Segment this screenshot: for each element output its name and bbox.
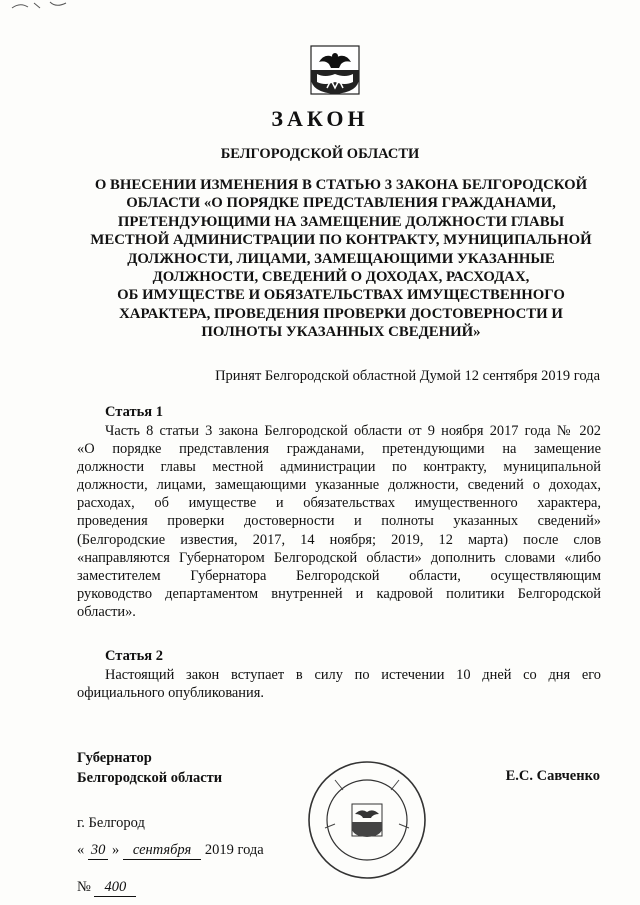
article-2-heading: Статья 2	[105, 648, 163, 664]
signing-date	[77, 842, 264, 860]
coat-of-arms-icon	[305, 44, 365, 96]
document-title: ЗАКОН	[271, 106, 369, 131]
text-line: «направляются Губернатором Белгородской области» дополнить словами «либо	[77, 549, 601, 566]
law-title-line: ПРЕТЕНДУЮЩИМИ НА ЗАМЕЩЕНИЕ ДОЛЖНОСТИ ГЛАВЫ	[117, 213, 565, 230]
signatory-position-line: Белгородской области	[77, 770, 223, 786]
law-number	[77, 879, 136, 897]
place-of-signing: г. Белгород	[77, 815, 145, 831]
text-line: области».	[77, 603, 136, 620]
signatory-position-line: Губернатор	[77, 750, 152, 766]
quote-open: «	[77, 842, 85, 858]
law-number-value: 400	[94, 879, 136, 897]
law-title-line: ДОЛЖНОСТИ, СВЕДЕНИЙ О ДОХОДАХ, РАСХОДАХ,	[152, 269, 530, 286]
article-1-text	[77, 422, 601, 621]
quote-close: »	[112, 842, 120, 858]
date-year: 2019 года	[204, 842, 264, 858]
text-line: официального опубликования.	[77, 685, 264, 702]
law-title-line: ДОЛЖНОСТИ, ЛИЦАМИ, ЗАМЕЩАЮЩИМИ УКАЗАННЫЕ	[127, 250, 555, 267]
law-title-line: О ВНЕСЕНИИ ИЗМЕНЕНИЯ В СТАТЬЮ 3 ЗАКОНА БЕЛГОРОДСКОЙ	[94, 177, 588, 193]
article-2-text	[77, 666, 601, 702]
text-line: должности главы местной администрации по контракту, муниципальной	[77, 459, 601, 476]
text-line: «О порядке представления гражданами, претендующими на замещение	[77, 441, 601, 458]
official-seal-icon	[305, 758, 429, 882]
date-month: сентября	[123, 842, 201, 860]
number-sign: №	[77, 879, 91, 895]
law-title-line: ХАРАКТЕРА, ПРОВЕДЕНИЯ ПРОВЕРКИ ДОСТОВЕРНОСТИ И	[119, 305, 563, 322]
text-line: должности, лицами, замещающими указанные должности, сведений о доходах,	[77, 477, 601, 494]
document-region: БЕЛГОРОДСКОЙ ОБЛАСТИ	[220, 146, 420, 162]
law-title	[60, 176, 622, 342]
text-line: (Белгородские известия, 2017, 14 ноября; 2019, 12 марта) после слов	[77, 531, 601, 548]
signatory-name: Е.С. Савченко	[505, 768, 600, 784]
text-line: заместителем Губернатора Белгородской области, осуществляющим	[77, 567, 601, 584]
text-line: Настоящий закон вступает в силу по истечении 10 дней со дня его	[105, 667, 601, 683]
law-title-line: ПОЛНОТЫ УКАЗАННЫХ СВЕДЕНИЙ»	[201, 324, 481, 341]
law-title-line: МЕСТНОЙ АДМИНИСТРАЦИИ ПО КОНТРАКТУ, МУНИЦИПАЛЬНОЙ	[90, 232, 592, 249]
signatory-position	[77, 748, 222, 788]
law-title-line: ОБЛАСТИ «О ПОРЯДКЕ ПРЕДСТАВЛЕНИЯ ГРАЖДАНАМИ,	[126, 195, 556, 212]
date-day: 30	[88, 842, 109, 860]
text-line: расходах, об имуществе и обязательствах имущественного характера,	[77, 495, 601, 512]
adoption-note: Принят Белгородской областной Думой 12 сентября 2019 года	[215, 368, 600, 384]
scan-artifact	[10, 0, 80, 10]
text-line: проведения проверки достоверности и полноты указанных сведений»	[77, 513, 601, 530]
article-1-heading: Статья 1	[105, 404, 163, 420]
law-title-line: ОБ ИМУЩЕСТВЕ И ОБЯЗАТЕЛЬСТВАХ ИМУЩЕСТВЕННОГО	[117, 287, 565, 304]
text-line: руководство департаментом внутренней и кадровой политики Белгородской	[77, 585, 601, 602]
text-line: Часть 8 статьи 3 закона Белгородской области от 9 ноября 2017 года № 202	[105, 423, 601, 439]
